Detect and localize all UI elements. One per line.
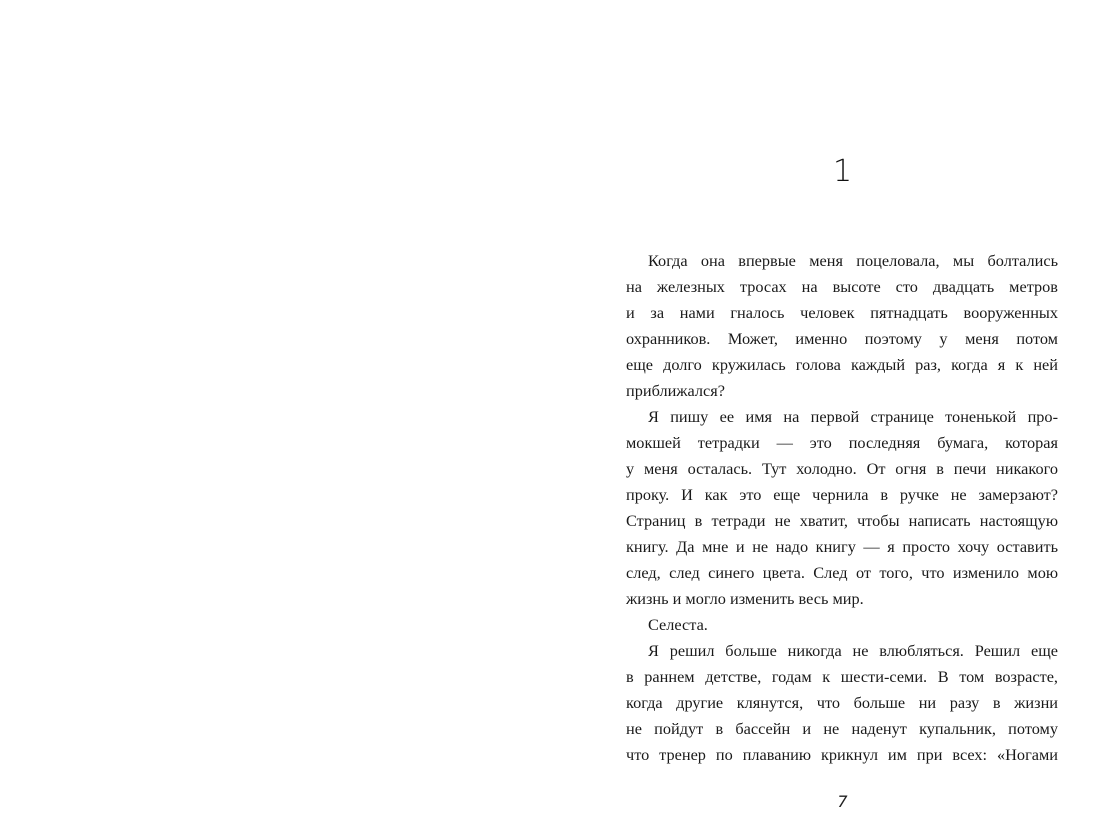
text-line: на железных тросах на высоте сто двадцать метров — [626, 277, 1058, 296]
page-number: 7 — [837, 792, 848, 811]
text-line: охранников. Может, именно поэтому у меня потом — [626, 329, 1058, 348]
text-line: еще долго кружилась голова каждый раз, когда я к ней — [626, 355, 1058, 374]
text-line: след, след синего цвета. След от того, что изменило мою — [626, 563, 1058, 582]
text-line: жизнь и могло изменить весь мир. — [626, 589, 864, 608]
text-line: Селеста. — [648, 615, 708, 634]
text-line: когда другие клянутся, что больше ни разу в жизни — [626, 693, 1058, 712]
text-line: мокшей тетрадки — это последняя бумага, которая — [626, 433, 1058, 452]
text-line: в раннем детстве, годам к шести-семи. В том возрасте, — [626, 667, 1058, 686]
text-line: и за нами гналось человек пятнадцать вооруженных — [626, 303, 1058, 322]
text-line: Я пишу ее имя на первой странице тоненькой про- — [648, 407, 1058, 426]
text-line: Я решил больше никогда не влюбляться. Решил еще — [648, 641, 1058, 660]
text-line: не пойдут в бассейн и не наденут купальник, потому — [626, 719, 1058, 738]
text-line: что тренер по плаванию крикнул им при всех: «Ногами — [626, 745, 1058, 764]
text-line: книгу. Да мне и не надо книгу — я просто хочу оставить — [626, 537, 1058, 556]
text-line: Когда она впервые меня поцеловала, мы болтались — [648, 251, 1058, 270]
right-page — [553, 0, 1106, 824]
chapter-body-text — [626, 248, 1058, 768]
text-line: Страниц в тетради не хватит, чтобы написать настоящую — [626, 511, 1058, 530]
chapter-number: 1 — [832, 154, 853, 189]
text-line: проку. И как это еще чернила в ручке не замерзают? — [626, 485, 1058, 504]
text-line: у меня осталась. Тут холодно. От огня в печи никакого — [626, 459, 1058, 478]
text-line: приближался? — [626, 381, 725, 400]
